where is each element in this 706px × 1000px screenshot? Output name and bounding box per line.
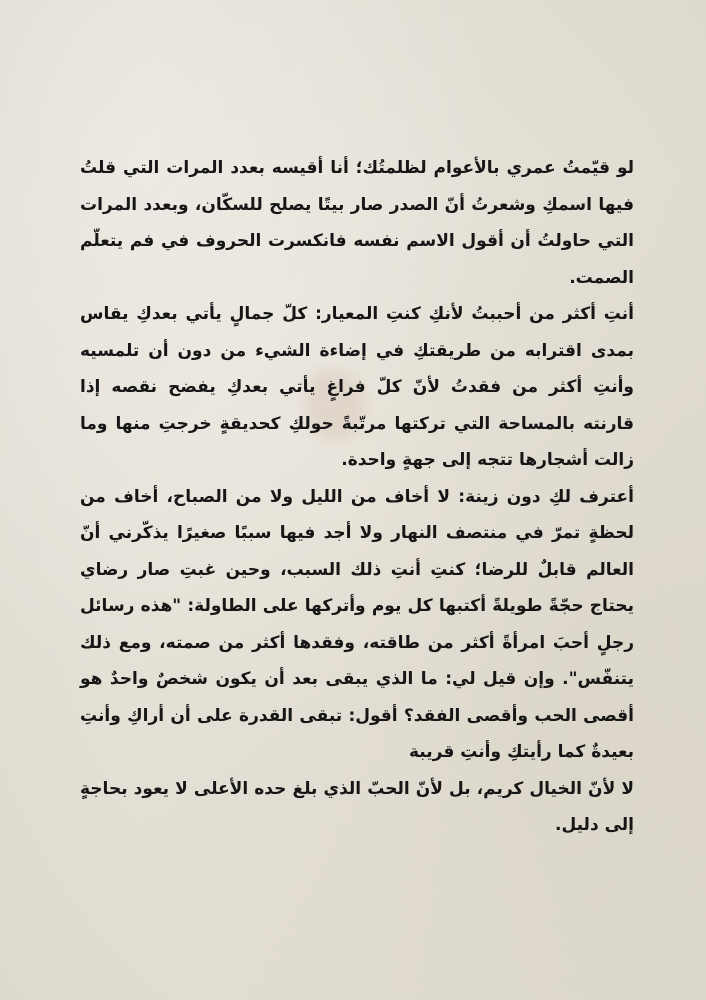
paragraph-1: لو قيّمتُ عمري بالأعوام لظلمتُك؛ أنا أقيسه بعدد المرات التي قلتُ فيها اسمكِ وشعرتُ أنّ الصدر صار بيتًا يصلح للسكّان، وبعدد المرات التي حاولتُ أن أقول الاسم نفسه فانكسرت الحروف في فم يتعلّم الصمت.: [80, 158, 634, 288]
paragraph-4: لا لأنّ الخيال كريم، بل لأنّ الحبّ الذي بلغ حده الأعلى لا يعود بحاجةٍ إلى دليل.: [80, 778, 634, 835]
paragraph-3: أعترف لكِ دون زينة: لا أخاف من الليل ولا من الصباح، أخاف من لحظةٍ تمرّ في منتصف النهار ولا أجد فيها سببًا صغيرًا يذكّرني أنّ العالم قابلٌ للرضا؛ كنتِ أنتِ ذلك السبب، وحين غبتِ صار رضاي يحتاج حجّةً طويلةً أكتبها كل يوم وأتركها على الطاولة: "هذه رسائل رجلٍ أحبَ امرأةً أكثر من طاقته، وفقدها أكثر من صمته، ومع ذلك يتنفّس". وإن قيل لي: ما الذي يبقى بعد أن يكون شخصٌ واحدٌ هو أقصى الحب وأقصى الفقد؟ أقول: تبقى القدرة على أن أراكِ وأنتِ بعيدةٌ كما رأيتكِ وأنتِ قريبة: [80, 486, 634, 762]
paragraph-2: أنتِ أكثر من أحببتُ لأنكِ كنتِ المعيار: كلّ جمالٍ يأتي بعدكِ يقاس بمدى اقترابه من طريقتكِ في إضاءة الشيء من دون أن تلمسيه وأنتِ أكثر من فقدتُ لأنّ كلّ فراغٍ يأتي بعدكِ يفضح نقصه إذا قارنته بالمساحة التي تركتها مرتّبةً حولكِ كحديقةٍ خرجتِ منها وما زالت أشجارها تتجه إلى جهةٍ واحدة.: [80, 304, 634, 470]
